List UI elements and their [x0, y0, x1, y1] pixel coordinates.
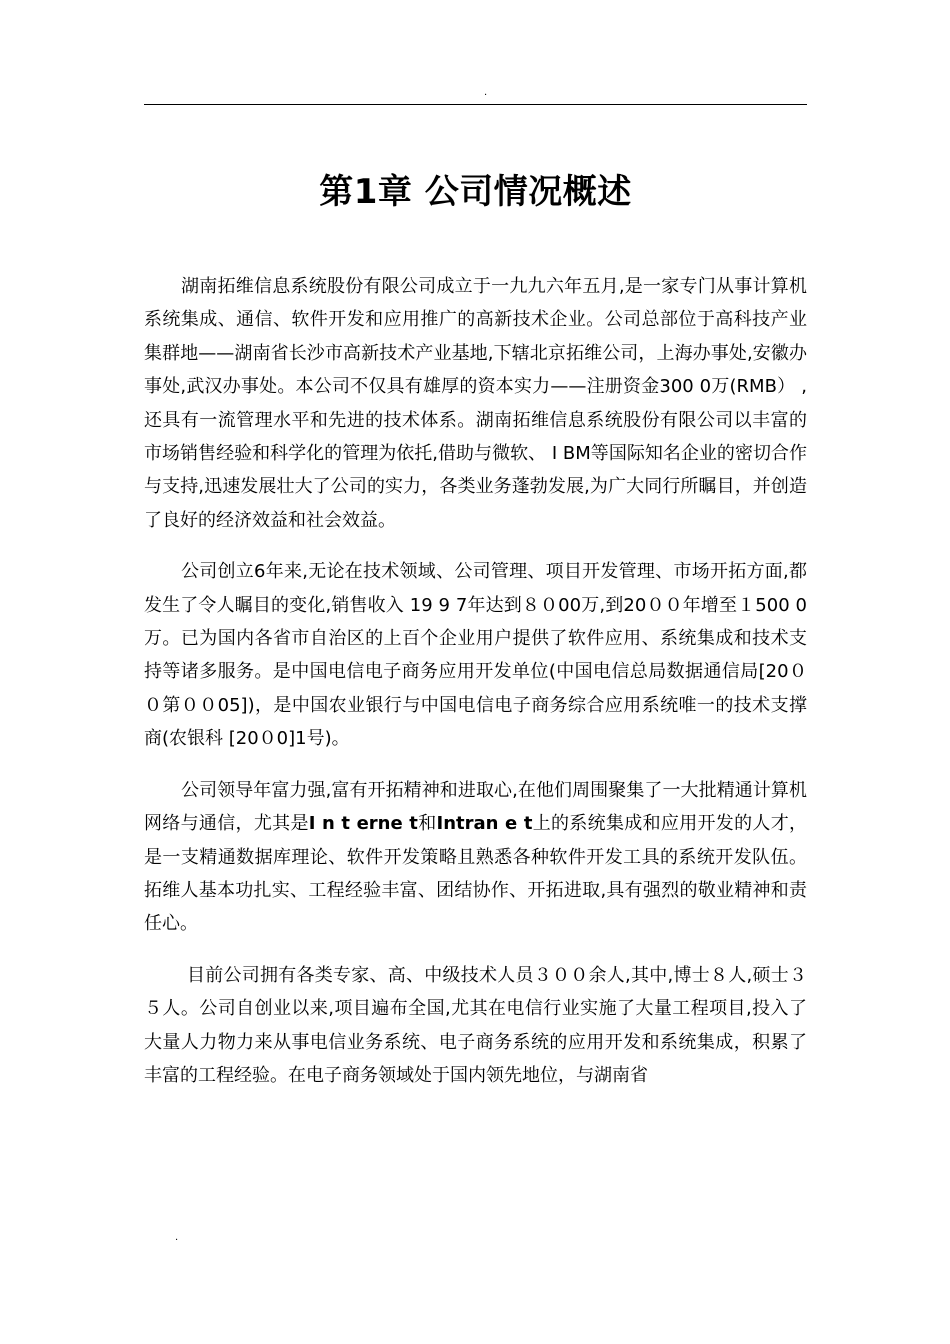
intranet-bold-text: Intran e t: [436, 813, 533, 835]
chapter-title: 第1章 公司情况概述: [319, 171, 632, 212]
paragraph-company-staff: 目前公司拥有各类专家、高、中级技术人员３００余人,其中,博士８人,硕士３５人。公司自创业以来,项目遍布全国,尤其在电信行业实施了大量工程项目,投入了大量人力物力来从事电信业务系统、电子商务系统的应用开发和系统集成，积累了丰富的工程经验。在电子商务领域处于国内领先地位，与湖南省: [144, 964, 807, 1086]
paragraph-company-history: 公司创立6年来,无论在技术领域、公司管理、项目开发管理、市场开拓方面,都发生了令人瞩目的变化,销售收入 19 9 7年达到８０00万,到20００年增至１500 0万。已为国内各省市自治区的上百个企业用户提供了软件应用、系统集成和技术支持等诸多服务。是中国电信电子商务应用开发单位(中国电信总局数据通信局[20００第００05])，是中国农业银行与中国电信电子商务综合应用系统唯一的技术支撑商(农银科 [20０0]1号)。: [144, 561, 807, 750]
paragraph-company-team: [144, 774, 807, 941]
paragraph-team-text-2: 和: [417, 813, 437, 835]
internet-bold-text: I n t erne t: [308, 813, 418, 835]
header-rule: [144, 104, 807, 105]
paragraph-team-text-3: 上的系统集成和应用开发的人才，是一支精通数据库理论、软件开发策略且熟悉各种软件开发工具的系统开发队伍。拓维人基本功扎实、工程经验丰富、团结协作、开拓进取,具有强烈的敬业精神和责任心。: [144, 813, 808, 935]
footer-mark: .: [175, 1232, 179, 1243]
body-text: [144, 270, 807, 1110]
header-mark: .: [484, 87, 488, 98]
paragraph-company-overview: 湖南拓维信息系统股份有限公司成立于一九九六年五月,是一家专门从事计算机系统集成、通信、软件开发和应用推广的高新技术企业。公司总部位于高科技产业集群地——湖南省长沙市高新技术产业基地,下辖北京拓维公司，上海办事处,安徽办事处,武汉办事处。本公司不仅具有雄厚的资本实力——注册资金300 0万(RMB） ,还具有一流管理水平和先进的技术体系。湖南拓维信息系统股份有限公司以丰富的市场销售经验和科学化的管理为依托,借助与微软、 I BM等国际知名企业的密切合作与支持,迅速发展壮大了公司的实力，各类业务蓬勃发展,为广大同行所瞩目，并创造了良好的经济效益和社会效益。: [144, 276, 807, 531]
paragraph-team-text-1: 公司领导年富力强,富有开拓精神和进取心,在他们周围聚集了一大批精通计算机网络与通信，尤其是: [144, 779, 807, 835]
